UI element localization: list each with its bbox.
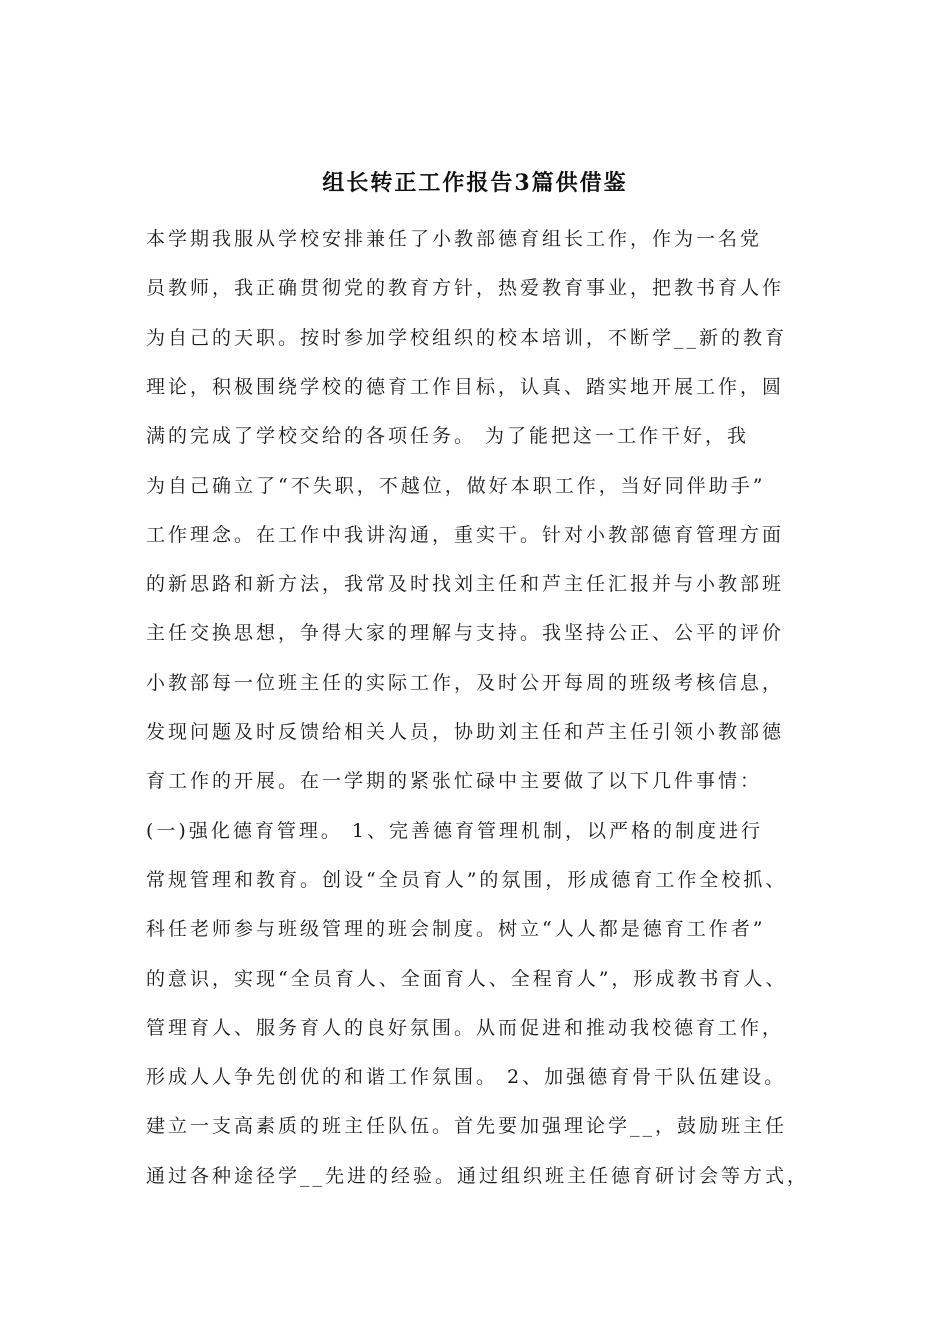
text-line: (一)强化德育管理。 1、完善德育管理机制，以严格的制度进行 xyxy=(146,820,763,842)
text-line: 的意识，实现“全员育人、全面育人、全程育人”，形成教书育人、 xyxy=(146,968,788,990)
text-line: 满的完成了学校交给的各项任务。 为了能把这一工作干好，我 xyxy=(146,425,750,447)
document-title: 组长转正工作报告3篇供借鉴 xyxy=(322,170,628,196)
text-line: 管理育人、服务育人的良好氛围。从而促进和推动我校德育工作， xyxy=(146,1017,785,1039)
text-line: 小教部每一位班主任的实际工作，及时公开每周的班级考核信息， xyxy=(146,672,785,694)
text-line: 科任老师参与班级管理的班会制度。树立“人人都是德育工作者” xyxy=(146,918,766,940)
text-line: 育工作的开展。在一学期的紧张忙碌中主要做了以下几件事情： xyxy=(146,770,763,792)
text-line: 的新思路和新方法，我常及时找刘主任和芦主任汇报并与小教部班 xyxy=(146,573,785,595)
text-line: 发现问题及时反馈给相关人员，协助刘主任和芦主任引领小教部德 xyxy=(146,721,785,743)
text-line: 常规管理和教育。创设“全员育人”的氛围，形成德育工作全校抓、 xyxy=(146,869,788,891)
text-line: 本学期我服从学校安排兼任了小教部德育组长工作，作为一名党 xyxy=(146,228,763,250)
text-line: 为自己的天职。按时参加学校组织的校本培训，不断学__新的教育 xyxy=(146,327,788,349)
text-line: 理论，积极围绕学校的德育工作目标，认真、踏实地开展工作，圆 xyxy=(146,376,785,398)
text-line: 为自己确立了“不失职，不越位，做好本职工作，当好同伴助手” xyxy=(146,475,766,497)
text-line: 通过各种途径学__先进的经验。通过组织班主任德育研讨会等方式， xyxy=(146,1165,810,1187)
text-line: 形成人人争先创优的和谐工作氛围。 2、加强德育骨干队伍建设。 xyxy=(146,1066,787,1088)
text-line: 建立一支高素质的班主任队伍。首先要加强理论学__，鼓励班主任 xyxy=(146,1115,788,1137)
text-line: 工作理念。在工作中我讲沟通，重实干。针对小教部德育管理方面 xyxy=(146,524,785,546)
text-line: 主任交换思想，争得大家的理解与支持。我坚持公正、公平的评价 xyxy=(146,622,785,644)
text-line: 员教师，我正确贯彻党的教育方针，热爱教育事业，把教书育人作 xyxy=(146,277,785,299)
